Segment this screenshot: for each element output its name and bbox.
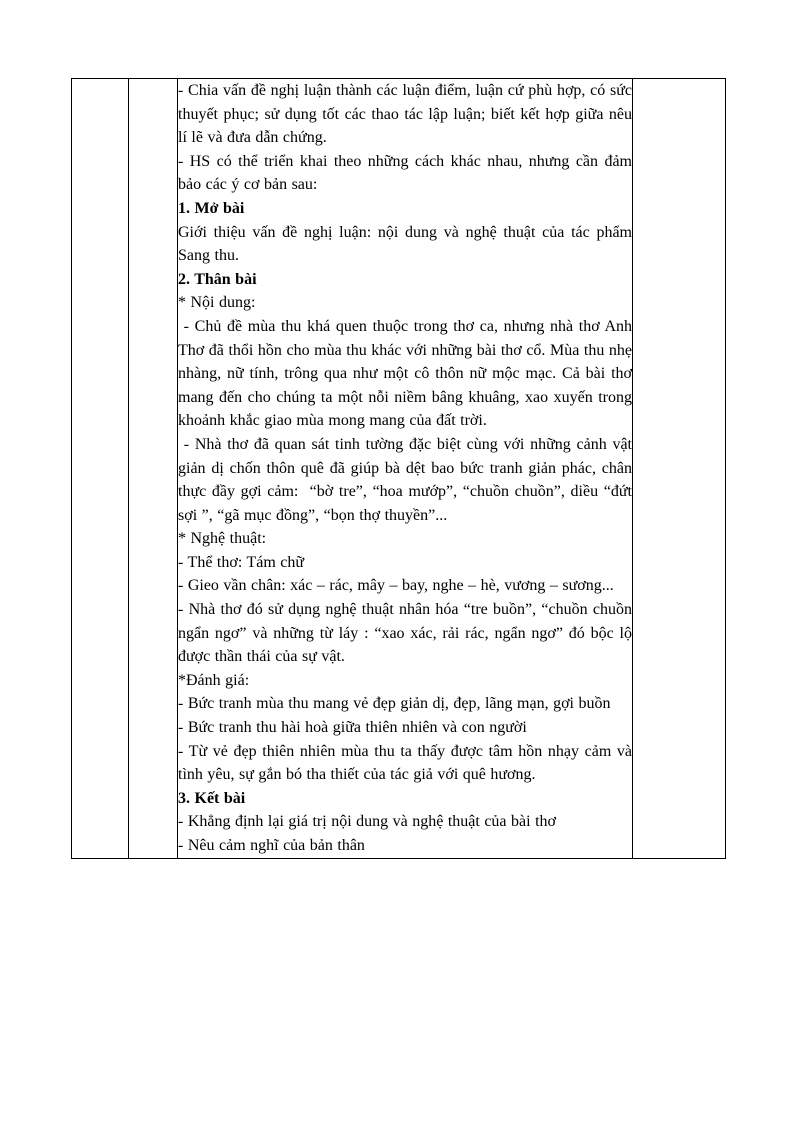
paragraph: - Nêu cảm nghĩ của bản thân [178, 837, 365, 854]
empty-cell-left-2 [129, 79, 178, 859]
paragraph: - Nhà thơ đó sử dụng nghệ thuật nhân hóa “tre buồn”, “chuồn chuồn ngẩn ngơ” và những từ láy : “xao xác, rải rác, ngẩn ngơ” đó bộc lộ được thần thái của sự vật. [178, 601, 637, 666]
paragraph: - Bức tranh mùa thu mang vẻ đẹp giản dị, đẹp, lãng mạn, gợi buồn [178, 695, 611, 713]
paragraph: * Nghệ thuật: [178, 530, 267, 548]
paragraph: 1. Mở bài [178, 199, 245, 217]
table-row [72, 79, 726, 859]
paragraph: - Chủ đề mùa thu khá quen thuộc trong thơ ca, nhưng nhà thơ Anh Thơ đã thổi hồn cho mùa thu khác với những bài thơ cổ. Mùa thu nhẹ nhàng, nữ tính, trông qua như một cô thôn nữ mộc mạc. Cả bài thơ mang đến cho chúng ta một nỗi niềm bâng khuâng, xao xuyến trong khoảnh khắc giao mùa mong mang của đất trời. [178, 317, 637, 430]
paragraph: - HS có thể triển khai theo những cách khác nhau, nhưng cần đảm bảo các ý cơ bản sau: [178, 152, 637, 194]
paragraph: - Khẳng định lại giá trị nội dung và nghệ thuật của bài thơ [178, 813, 556, 831]
paragraph: 2. Thân bài [178, 270, 257, 288]
empty-cell-left-1 [72, 79, 129, 859]
paragraph: - Gieo vần chân: xác – rác, mây – bay, nghe – hè, vương – sương... [178, 577, 614, 595]
paragraph: - Bức tranh thu hài hoà giữa thiên nhiên và con người [178, 719, 527, 737]
paragraph: 3. Kết bài [178, 789, 246, 807]
paragraph: - Thể thơ: Tám chữ [178, 553, 305, 571]
paragraph: * Nội dung: [178, 294, 256, 312]
lesson-plan-table [71, 78, 726, 859]
paragraph: Giới thiệu vấn đề nghị luận: nội dung và nghệ thuật của tác phẩm Sang thu. [178, 223, 637, 265]
paragraph: *Đánh giá: [178, 671, 250, 689]
paragraph: - Từ vẻ đẹp thiên nhiên mùa thu ta thấy được tâm hồn nhạy cảm và tình yêu, sự gắn bó tha thiết của tác giả với quê hương. [178, 742, 637, 784]
paragraph: - Chia vấn đề nghị luận thành các luận điểm, luận cứ phù hợp, có sức thuyết phục; sử dụng tốt các thao tác lập luận; biết kết hợp giữa nêu lí lẽ và đưa dẫn chứng. [178, 82, 637, 147]
paragraph: - Nhà thơ đã quan sát tinh tường đặc biệt cùng với những cảnh vật giản dị chốn thôn quê đã giúp bà dệt bao bức tranh giản phác, chân thực đầy gợi cảm: “bờ tre”, “hoa mướp”, “chuồn chuồn”, diều “đứt sợi ”, “gã mục đồng”, “bọn thợ thuyền”... [178, 435, 637, 524]
empty-cell-right [633, 79, 726, 859]
content-cell [178, 79, 637, 859]
